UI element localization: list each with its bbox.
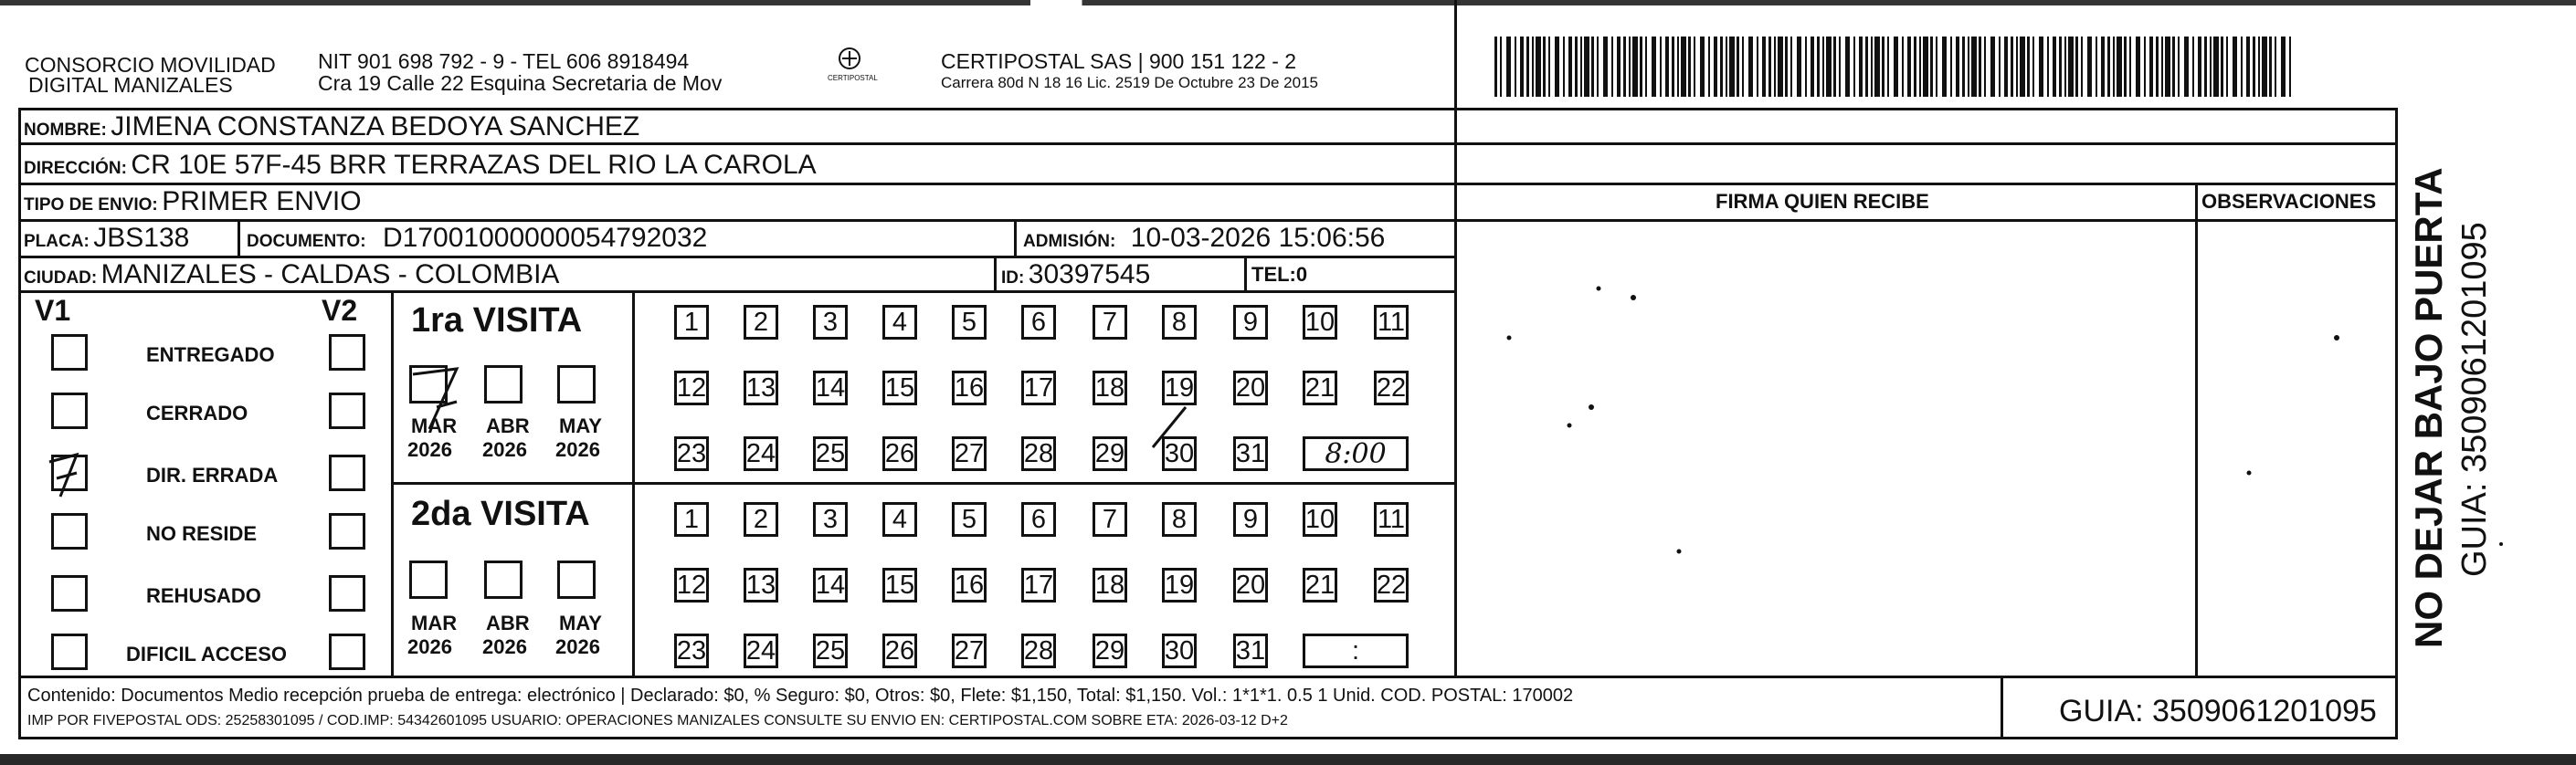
month-label: ABR — [486, 414, 530, 437]
day-box[interactable]: 7 — [1093, 305, 1127, 340]
day-box[interactable]: 12 — [674, 371, 709, 405]
status-label: DIFICIL ACCESO — [126, 643, 288, 665]
day-box[interactable]: 21 — [1303, 568, 1337, 603]
city-value: MANIZALES - CALDAS - COLOMBIA — [100, 259, 560, 289]
document-value: D17001000000054792032 — [383, 223, 708, 253]
company-name-line1: CONSORCIO MOVILIDAD — [25, 53, 276, 77]
day-box[interactable]: 1 — [674, 502, 709, 537]
day-box[interactable]: 24 — [744, 436, 778, 471]
month-label: MAR — [411, 612, 458, 634]
day-box[interactable]: 14 — [813, 568, 848, 603]
address-label: DIRECCIÓN: — [24, 159, 127, 178]
day-box[interactable]: 22 — [1374, 371, 1409, 405]
company-nit: NIT 901 698 792 - 9 - TEL 606 8918494 — [318, 49, 690, 73]
day-box[interactable]: 8 — [1162, 305, 1197, 340]
day-box[interactable]: 28 — [1021, 436, 1056, 471]
day-box[interactable]: 30 — [1162, 436, 1197, 471]
footer-imp: IMP POR FIVEPOSTAL ODS: 25258301095 / COD.IMP: 54342601095 USUARIO: OPERACIONES MANIZALES CONSULTE SU ENVIO EN: CERTIPOSTAL.COM SOBRE ETA: 2026-03-12 D+2 — [27, 713, 1288, 728]
day-box[interactable]: 30 — [1162, 634, 1197, 668]
admission-label: ADMISIÓN: — [1023, 232, 1116, 251]
plate-value: JBS138 — [93, 223, 190, 253]
handwritten-check-dir-errada — [49, 455, 77, 497]
day-box[interactable]: 27 — [952, 634, 987, 668]
day-box[interactable]: 2 — [744, 305, 778, 340]
day-box[interactable]: 3 — [813, 305, 848, 340]
day-box[interactable]: 15 — [882, 371, 917, 405]
handwritten-strike-19 — [1153, 407, 1186, 447]
status-label: ENTREGADO — [146, 343, 275, 366]
day-box[interactable]: 1 — [674, 305, 709, 340]
year-label: 2026 — [482, 635, 527, 658]
day-box[interactable]: 5 — [952, 502, 987, 537]
day-box[interactable]: 15 — [882, 568, 917, 603]
day-box[interactable]: 17 — [1021, 568, 1056, 603]
day-box[interactable]: 31 — [1233, 634, 1268, 668]
day-box[interactable]: 25 — [813, 436, 848, 471]
type-label: TIPO DE ENVIO: — [24, 195, 158, 215]
day-box[interactable]: 21 — [1303, 371, 1337, 405]
day-box[interactable]: 18 — [1093, 371, 1127, 405]
day-box[interactable]: 12 — [674, 568, 709, 603]
day-box[interactable]: 5 — [952, 305, 987, 340]
day-box[interactable]: 10 — [1303, 305, 1337, 340]
year-label: 2026 — [407, 635, 452, 658]
handwritten-check-mar — [413, 369, 457, 429]
day-box[interactable]: 26 — [882, 436, 917, 471]
v2-label: V2 — [322, 294, 358, 327]
day-box[interactable]: 2 — [744, 502, 778, 537]
day-box[interactable]: 4 — [882, 305, 917, 340]
day-box[interactable]: 9 — [1233, 502, 1268, 537]
side-warning: NO DEJAR BAJO PUERTA — [2407, 167, 2450, 648]
day-box[interactable]: 23 — [674, 436, 709, 471]
footer-guia-divider — [2001, 676, 2003, 739]
day-box[interactable]: 9 — [1233, 305, 1268, 340]
day-box[interactable]: 19 — [1162, 371, 1197, 405]
first-visit-title: 1ra VISITA — [411, 301, 583, 340]
plate-label: PLACA: — [24, 232, 90, 251]
day-box[interactable]: 27 — [952, 436, 987, 471]
second-visit-title: 2da VISITA — [411, 495, 590, 533]
courier-address: Carrera 80d N 18 16 Lic. 2519 De Octubre 23 De 2015 — [941, 74, 1318, 91]
city-label: CIUDAD: — [24, 268, 98, 288]
courier-name: CERTIPOSTAL SAS | 900 151 122 - 2 — [941, 49, 1297, 73]
side-guia: GUIA: 3509061201095 — [2455, 222, 2494, 577]
day-box[interactable]: 25 — [813, 634, 848, 668]
month-label: MAR — [411, 414, 458, 437]
day-box[interactable]: 20 — [1233, 371, 1268, 405]
day-box[interactable]: 7 — [1093, 502, 1127, 537]
day-box[interactable]: 6 — [1021, 305, 1056, 340]
day-box[interactable]: 18 — [1093, 568, 1127, 603]
status-label: DIR. ERRADA — [146, 464, 279, 487]
signature-header: FIRMA QUIEN RECIBE — [1716, 190, 1929, 213]
recipient-address: CR 10E 57F-45 BRR TERRAZAS DEL RIO LA CAROLA — [131, 150, 817, 180]
day-box[interactable]: 29 — [1093, 436, 1127, 471]
day-box[interactable]: 10 — [1303, 502, 1337, 537]
company-name-line2: DIGITAL MANIZALES — [28, 73, 233, 97]
day-box[interactable]: 8 — [1162, 502, 1197, 537]
id-value: 30397545 — [1028, 259, 1151, 289]
shipment-type: PRIMER ENVIO — [162, 186, 362, 216]
day-box[interactable]: 16 — [952, 568, 987, 603]
logo-text: CERTIPOSTAL — [828, 74, 878, 82]
day-box[interactable]: 4 — [882, 502, 917, 537]
v1-label: V1 — [35, 294, 71, 327]
year-label: 2026 — [555, 438, 600, 461]
day-box[interactable]: 29 — [1093, 634, 1127, 668]
status-label: REHUSADO — [146, 584, 261, 607]
company-address: Cra 19 Calle 22 Esquina Secretaria de Mov — [318, 71, 723, 95]
admission-value: 10-03-2026 15:06:56 — [1130, 223, 1386, 253]
year-label: 2026 — [407, 438, 452, 461]
observations-header: OBSERVACIONES — [2201, 190, 2377, 213]
day-box[interactable]: 24 — [744, 634, 778, 668]
day-box[interactable]: 17 — [1021, 371, 1056, 405]
recipient-name: JIMENA CONSTANZA BEDOYA SANCHEZ — [111, 111, 640, 141]
day-box[interactable]: 11 — [1374, 305, 1409, 340]
id-label: ID: — [1001, 268, 1025, 288]
name-label: NOMBRE: — [24, 121, 107, 140]
hour-box-first-visit[interactable]: 8:00 — [1303, 436, 1409, 471]
day-box[interactable]: 31 — [1233, 436, 1268, 471]
day-box[interactable]: 28 — [1021, 634, 1056, 668]
footer-guia: GUIA: 3509061201095 — [2059, 694, 2377, 728]
day-box[interactable]: 13 — [744, 371, 778, 405]
day-box[interactable]: 16 — [952, 371, 987, 405]
day-box[interactable]: 11 — [1374, 502, 1409, 537]
day-box[interactable]: 14 — [813, 371, 848, 405]
day-box[interactable]: 6 — [1021, 502, 1056, 537]
day-box[interactable]: 3 — [813, 502, 848, 537]
month-label: MAY — [559, 414, 602, 437]
tel-value: 0 — [1295, 263, 1308, 286]
month-label: MAY — [559, 612, 602, 634]
day-box[interactable]: 23 — [674, 634, 709, 668]
year-label: 2026 — [555, 635, 600, 658]
footer-content: Contenido: Documentos Medio recepción prueba de entrega: electrónico | Declarado: $0, % Seguro: $0, Otros: $0, Flete: $1,150, Total: $1,150. Vol.: 1*1*1. 0.5 1 Unid. COD. POSTAL: 170002 — [27, 686, 1574, 706]
hour-box-second-visit[interactable]: : — [1303, 634, 1409, 668]
tel-label: TEL: — [1251, 263, 1296, 286]
year-label: 2026 — [482, 438, 527, 461]
day-box[interactable]: 19 — [1162, 568, 1197, 603]
document-label: DOCUMENTO: — [247, 232, 366, 251]
day-box[interactable]: 26 — [882, 634, 917, 668]
day-box[interactable]: 20 — [1233, 568, 1268, 603]
signature-dots — [1507, 287, 2504, 554]
status-label: CERRADO — [146, 402, 248, 424]
day-box[interactable]: 13 — [744, 568, 778, 603]
day-box[interactable]: 22 — [1374, 568, 1409, 603]
status-label: NO RESIDE — [146, 522, 258, 545]
month-label: ABR — [486, 612, 530, 634]
